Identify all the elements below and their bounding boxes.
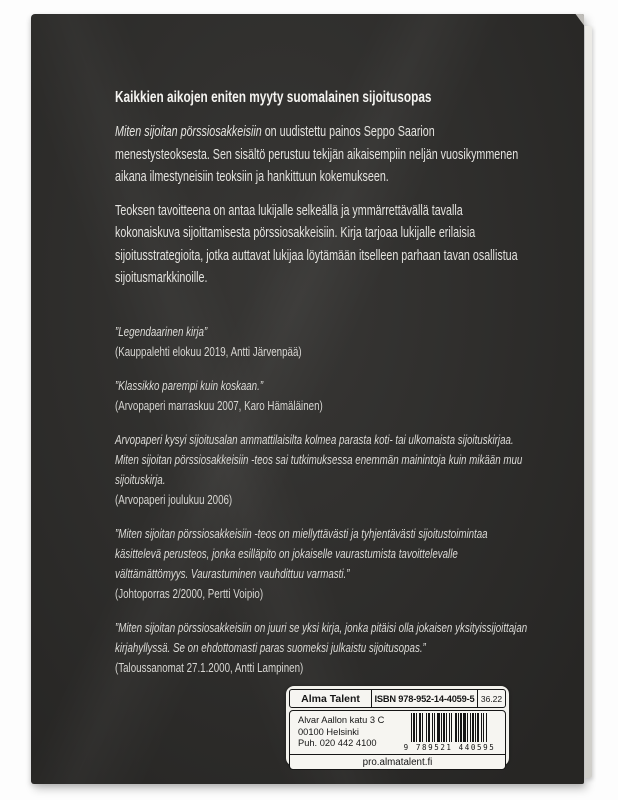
cover-text (115, 14, 529, 692)
quote-text: ”Miten sijoitan pörssiosakkeisiin on juuri se yksi kirja, jonka pitäisi olla jokaisen yksityissijoittajan kirjahyllyssä. Se on ehdottomasti paras suomeksi julkaistu sijoitusopas.” (115, 619, 528, 655)
book-page-edges (585, 26, 592, 778)
label-body (289, 710, 506, 770)
barcode-digits: 9 789521 440595 (403, 742, 496, 752)
second-paragraph: Teoksen tavoitteena on antaa lukijalle selkeällä ja ymmärrettävällä tavalla kokonaiskuva sijoittamisesta pörssiosakkeisiin. Kirja tarjoaa lukijalle erilaisia sijoitusstrategioita, jotka auttavat lukijaa löytämään itselleen parhaan tavan osallistua sijoitusmarkkinoille. (115, 202, 518, 286)
address-line: Alvar Aallon katu 3 C (298, 715, 385, 725)
label-header (289, 689, 506, 708)
quote-block (115, 524, 529, 604)
address-line: Puh. 020 442 4100 (298, 738, 377, 748)
quote-attribution: (Arvopaperi joulukuu 2006) (115, 491, 233, 507)
quote-attribution: (Kauppalehti elokuu 2019, Antti Järvenpää) (115, 343, 302, 359)
quote-block (115, 430, 529, 510)
quote-block (115, 322, 529, 362)
quote-text: ”Klassikko parempi kuin koskaan.” (115, 377, 264, 393)
publisher-website: pro.almatalent.fi (290, 754, 505, 769)
quote-block (115, 376, 529, 416)
barcode-bars-icon (402, 713, 498, 742)
classification-code: 36.22 (480, 693, 503, 704)
barcode (394, 711, 505, 754)
quote-text: ”Legendaarinen kirja” (115, 323, 208, 339)
intro-paragraph (115, 121, 529, 189)
book-back-cover (31, 14, 584, 784)
isbn-number: ISBN 978-952-14-4059-5 (372, 690, 478, 707)
quote-attribution: (Johtoporras 2/2000, Pertti Voipio) (115, 585, 264, 601)
quote-attribution: (Arvopaperi marraskuu 2007, Karo Hämäläinen) (115, 397, 323, 413)
address-line: 00100 Helsinki (298, 726, 359, 737)
publisher-name: Alma Talent (290, 690, 372, 707)
publisher-address (290, 711, 394, 754)
quote-attribution: (Taloussanomat 27.1.2000, Antti Lampinen) (115, 659, 304, 675)
headline: Kaikkien aikojen eniten myyty suomalainen sijoitusopas (115, 89, 432, 106)
quote-block (115, 618, 529, 678)
worn-corner (574, 14, 584, 28)
publisher-label (286, 686, 509, 766)
quote-text: ”Miten sijoitan pörssiosakkeisiin -teos on miellyttävästi ja tyhjentävästi sijoitustoimintaa käsittelevä perusteos, jonka esilläpito on jokaiselle vaurastumista tavoittelevalle välttämättömyys. Vaurastuminen vauhdittuu varmasti.” (115, 525, 488, 581)
quote-text: Arvopaperi kysyi sijoitusalan ammattilaisilta kolmea parasta koti- tai ulkomaista sijoituskirjaa. Miten sijoitan pörssiosakkeisiin -teos sai tutkimuksessa enemmän mainintoja kuin mikään muu sijoituskirja. (115, 431, 523, 487)
intro-text: on uudistettu painos Seppo Saarion menestysteoksesta. Sen sisältö perustuu tekijän aikaisempiin neljän vuosikymmenen aikana ilmestyneisiin teoksiin ja hankittuun kokemukseen. (115, 124, 519, 185)
book-title-italic: Miten sijoitan pörssiosakkeisiin (115, 124, 262, 140)
